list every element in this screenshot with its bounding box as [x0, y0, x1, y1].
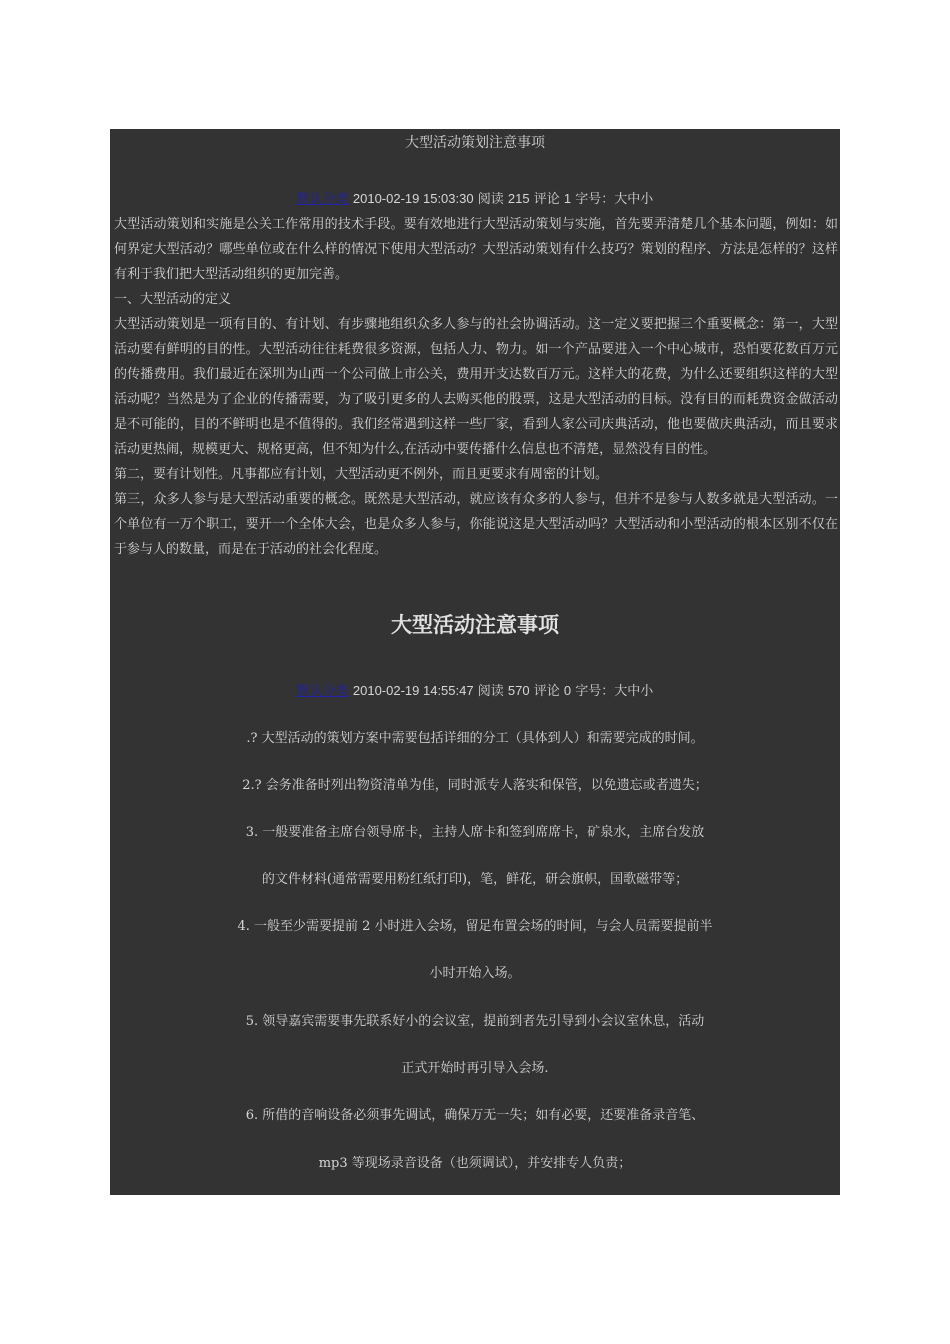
list-item-continuation: 正式开始时再引导入会场. [401, 1061, 549, 1076]
list-item: 6. 所借的音响设备必须事先调试，确保万无一失；如有必要，还要准备录音笔、 [245, 1108, 705, 1123]
article-body [114, 212, 838, 562]
post-date: 2010-02-19 14:55:47 [352, 683, 474, 698]
font-size-switch[interactable]: 字号：大中小 [575, 192, 654, 207]
comment-label: 评论 [533, 684, 560, 699]
category-link[interactable]: 默认分类 [296, 684, 349, 699]
article-meta [110, 190, 840, 209]
paragraph: 大型活动策划是一项有目的、有计划、有步骤地组织众多人参与的社会协调活动。这一定义要把握三个重要概念：第一，大型活动要有鲜明的目的性。大型活动往往耗费很多资源，包括人力、物力。如一个产品要进入一个中心城市，恐怕要花数百万元的传播费用。我们最近在深圳为山西一个公司做上市公关，费用开支达数百万元。这样大的花费，为什么还要组织这样的大型活动呢？当然是为了企业的传播需要，为了吸引更多的人去购买他的股票，这是大型活动的目标。没有目的而耗费资金做活动是不可能的，目的不鲜明也是不值得的。我们经常遇到这样一些厂家，看到人家公司庆典活动，他也要做庆典活动，而且要求活动更热闹，规模更大、规格更高，但不知为什么,在活动中要传播什么信息也不清楚，显然没有目的性。 [114, 317, 838, 457]
post-date: 2010-02-19 15:03:30 [352, 191, 474, 206]
list-item-continuation: 的文件材料(通常需要用粉红纸打印)，笔，鲜花，研会旗帜，国歌磁带等； [261, 872, 689, 887]
list-item: .? 大型活动的策划方案中需要包括详细的分工（具体到人）和需要完成的时间。 [246, 731, 704, 746]
list-item-continuation: mp3 等现场录音设备（也须调试），并安排专人负责； [318, 1156, 632, 1171]
article-meta-2 [110, 682, 840, 701]
read-label: 阅读 [477, 192, 504, 207]
read-label: 阅读 [477, 684, 504, 699]
paragraph: 大型活动策划和实施是公关工作常用的技术手段。要有效地进行大型活动策划与实施，首先要弄清楚几个基本问题，例如：如何界定大型活动？哪些单位或在什么样的情况下使用大型活动？大型活动策划有什么技巧？策划的程序、方法是怎样的？这样有利于我们把大型活动组织的更加完善。 [114, 217, 838, 282]
paragraph: 第三，众多人参与是大型活动重要的概念。既然是大型活动，就应该有众多的人参与，但并不是参与人数多就是大型活动。一个单位有一万个职工，要开一个全体大会，也是众多人参与，你能说这是大型活动吗？大型活动和小型活动的根本区别不仅在于参与人的数量，而是在于活动的社会化程度。 [114, 492, 838, 557]
comment-count: 1 [563, 191, 572, 206]
category-link[interactable]: 默认分类 [296, 192, 349, 207]
read-count: 215 [507, 191, 530, 206]
list-item-continuation: 小时开始入场。 [429, 966, 521, 981]
list-item: 2.? 会务准备时列出物资清单为佳，同时派专人落实和保管，以免遗忘或者遗失； [242, 778, 708, 793]
article-panel [110, 129, 840, 1195]
article-title: 大型活动策划注意事项 [405, 135, 545, 151]
list-item: 4. 一般至少需要提前 2 小时进入会场，留足布置会场的时间，与会人员需要提前半 [237, 919, 713, 934]
read-count: 570 [507, 683, 530, 698]
comment-count: 0 [563, 683, 572, 698]
font-size-switch[interactable]: 字号：大中小 [575, 684, 654, 699]
section-heading: 一、大型活动的定义 [114, 292, 232, 307]
list-item: 3. 一般要准备主席台领导席卡，主持人席卡和签到席席卡，矿泉水，主席台发放 [245, 825, 705, 840]
comment-label: 评论 [533, 192, 560, 207]
list-item: 5. 领导嘉宾需要事先联系好小的会议室，提前到者先引导到小会议室休息，活动 [245, 1014, 705, 1029]
article-title-2: 大型活动注意事项 [391, 613, 559, 637]
paragraph: 第二，要有计划性。凡事都应有计划，大型活动更不例外，而且更要求有周密的计划。 [114, 467, 609, 482]
